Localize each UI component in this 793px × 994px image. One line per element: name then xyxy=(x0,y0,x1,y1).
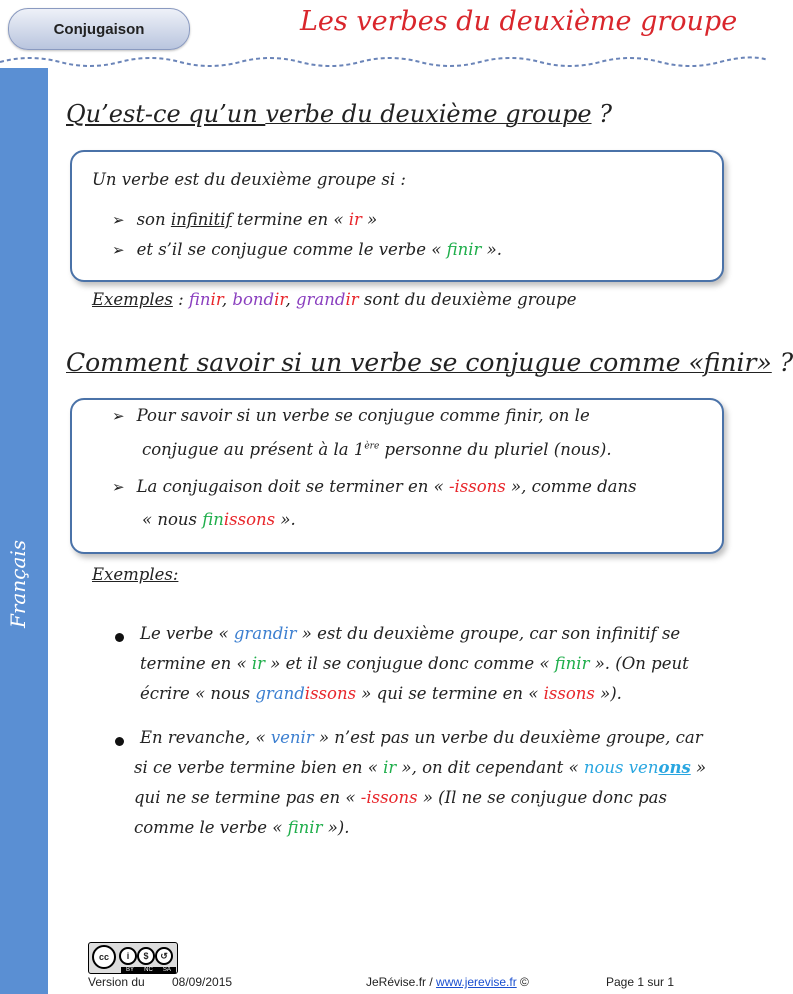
by-icon: i xyxy=(119,947,137,965)
text: » n’est pas un verbe du deuxième groupe, car xyxy=(313,728,703,747)
method-bullet-1-line-2 xyxy=(142,440,612,459)
text: personne du pluriel (nous). xyxy=(379,440,612,459)
ending-issons: issons xyxy=(223,510,276,529)
section1-heading-underlined: verbe du deuxième groupe xyxy=(265,100,592,128)
example-stem: bond xyxy=(232,290,275,309)
example-ending: ir xyxy=(210,290,222,309)
ending-issons: -issons xyxy=(448,477,506,496)
section1-examples xyxy=(92,290,577,309)
example-stem: fin xyxy=(188,290,211,309)
cc-icon: cc xyxy=(92,945,116,969)
version-label: Version du xyxy=(88,975,145,989)
method-bullet-2-line-1 xyxy=(112,477,637,496)
text: et s’il se conjugue comme le verbe « xyxy=(136,240,447,259)
text: comme le verbe « xyxy=(134,818,288,837)
example1-line-3 xyxy=(140,684,622,703)
text: , xyxy=(221,290,233,309)
definition-bullet-2 xyxy=(112,240,502,259)
infinitif-word: infinitif xyxy=(170,210,232,229)
arrow-bullet-icon: ➢ xyxy=(112,211,125,229)
text: »). xyxy=(322,818,350,837)
section2-heading-underlined: Comment savoir si un verbe se conjugue comme «finir» xyxy=(66,348,772,377)
text: Pour savoir si un verbe se conjugue comme finir, on le xyxy=(136,406,590,425)
text: sont du deuxième groupe xyxy=(358,290,577,309)
example-ending: ir xyxy=(274,290,286,309)
text: si ce verbe termine bien en « xyxy=(134,758,384,777)
verb-venir: venir xyxy=(270,728,314,747)
text: ». xyxy=(481,240,502,259)
ending-issons: issons xyxy=(304,684,357,703)
stem-grand: grand xyxy=(255,684,305,703)
cc-by-label: BY xyxy=(126,967,135,973)
stem-fin: fin xyxy=(202,510,224,529)
text: termine en « xyxy=(231,210,349,229)
text: » (Il ne se conjugue donc pas xyxy=(417,788,667,807)
text: Le verbe « xyxy=(140,624,234,643)
ending-issons: -issons xyxy=(360,788,418,807)
section1-heading-end: ? xyxy=(591,100,613,128)
example1-line-1 xyxy=(140,624,680,643)
text: ». xyxy=(275,510,296,529)
verb-finir: finir xyxy=(554,654,590,673)
section2-examples-label: Exemples: xyxy=(92,565,179,584)
section2-heading-end: ? xyxy=(771,348,793,377)
text: écrire « nous xyxy=(140,684,256,703)
ending-ir: ir xyxy=(348,210,362,229)
example-ending: ir xyxy=(345,290,359,309)
cc-sa-label: SA xyxy=(162,967,171,973)
text: JeRévise.fr / xyxy=(366,975,437,989)
example2-line-1 xyxy=(140,728,703,747)
verb-finir: finir xyxy=(287,818,323,837)
version-date: 08/09/2015 xyxy=(172,975,233,989)
nous-venons: nous ven xyxy=(583,758,659,777)
bullet-dot-icon xyxy=(115,737,124,746)
text: », on dit cependant « xyxy=(396,758,584,777)
definition-intro: Un verbe est du deuxième groupe si : xyxy=(92,170,406,189)
header-divider xyxy=(0,52,768,70)
section-tag xyxy=(8,8,190,50)
text: son xyxy=(136,210,171,229)
example2-line-4 xyxy=(134,818,349,837)
text: » xyxy=(361,210,378,229)
definition-bullet-1 xyxy=(112,210,377,229)
ending-ons: ons xyxy=(658,758,691,777)
section1-heading-start: Qu’est-ce qu’un xyxy=(66,100,266,128)
text: conjugue au présent à la 1 xyxy=(142,440,365,459)
text: La conjugaison doit se terminer en « xyxy=(136,477,449,496)
subject-label: Français xyxy=(6,539,30,628)
superscript: ère xyxy=(364,441,380,452)
bullet-dot-icon xyxy=(115,633,124,642)
text: ». (On peut xyxy=(589,654,689,673)
text: » est du deuxième groupe, car son infinitif se xyxy=(296,624,681,643)
arrow-bullet-icon: ➢ xyxy=(112,478,125,496)
example2-line-2 xyxy=(134,758,706,777)
page-title: Les verbes du deuxième groupe xyxy=(300,6,738,37)
cc-labels xyxy=(121,967,176,973)
text: qui ne se termine pas en « xyxy=(134,788,361,807)
creative-commons-badge xyxy=(88,942,178,974)
text: © xyxy=(516,975,529,989)
text: , xyxy=(285,290,296,309)
arrow-bullet-icon: ➢ xyxy=(112,407,125,425)
verb-grandir: grandir xyxy=(233,624,297,643)
method-bullet-1-line-1 xyxy=(112,406,590,425)
text: », comme dans xyxy=(505,477,637,496)
arrow-bullet-icon: ➢ xyxy=(112,241,125,259)
example1-line-2 xyxy=(140,654,689,673)
section1-heading xyxy=(66,100,612,128)
nc-icon: $ xyxy=(137,947,155,965)
ending-ir: ir xyxy=(251,654,265,673)
ending-issons: issons xyxy=(543,684,595,703)
section-tag-label: Conjugaison xyxy=(53,20,145,38)
method-bullet-2-line-2 xyxy=(142,510,296,529)
side-band xyxy=(0,68,48,994)
text: « nous xyxy=(142,510,203,529)
text: En revanche, « xyxy=(140,728,271,747)
example2-line-3 xyxy=(134,788,667,807)
examples-label: Exemples xyxy=(92,290,173,309)
text: : xyxy=(172,290,189,309)
page-number: Page 1 sur 1 xyxy=(606,975,675,989)
text: termine en « xyxy=(140,654,252,673)
text: » et il se conjugue donc comme « xyxy=(265,654,555,673)
text: » xyxy=(690,758,707,777)
site-link[interactable]: www.jerevise.fr xyxy=(436,975,517,989)
text: » qui se termine en « xyxy=(356,684,544,703)
example-stem: grand xyxy=(295,290,346,309)
text: »). xyxy=(594,684,622,703)
ending-ir: ir xyxy=(383,758,397,777)
section2-heading xyxy=(66,348,793,377)
site-credit xyxy=(366,975,529,989)
verb-finir: finir xyxy=(446,240,482,259)
cc-nc-label: NC xyxy=(144,967,153,973)
sa-icon: ↺ xyxy=(155,947,173,965)
